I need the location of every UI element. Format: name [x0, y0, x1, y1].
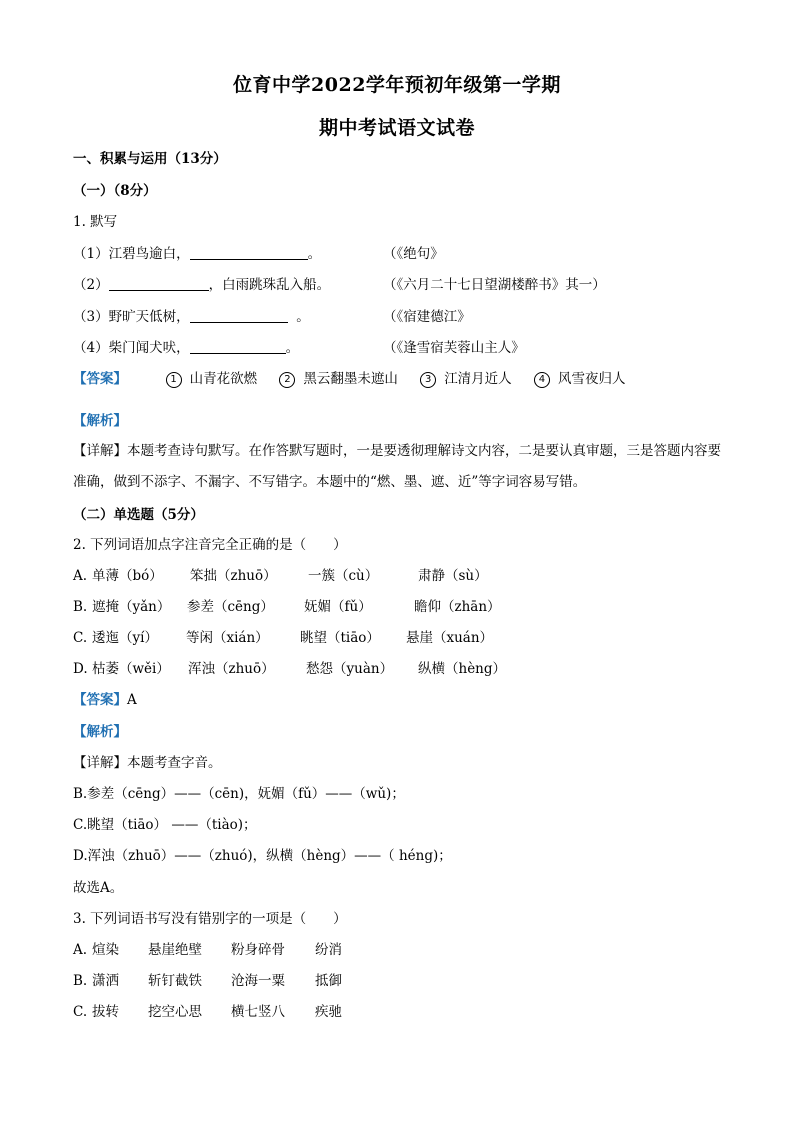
question-2-stem: 2. 下列词语加点字注音完全正确的是（ ）: [73, 537, 347, 553]
circled-number: 4: [534, 372, 550, 388]
q1-item-4: [73, 339, 299, 357]
q2-detail: [73, 754, 222, 772]
option-letter: B.: [73, 599, 88, 615]
option-word: 妩媚（fǔ）: [304, 599, 372, 615]
q1-item-2-source: （《六月二十七日望湖楼醉书》其一）: [383, 277, 606, 293]
q2-note-3: D.浑浊（zhuō）——（zhuó)，纵横（hèng）——（ héng)；: [73, 848, 452, 864]
q1-item-1: [73, 245, 321, 263]
q1-answer-1-text: 山青花欲燃: [189, 371, 258, 387]
answer-blank: [109, 276, 209, 291]
q2-answer: A: [127, 692, 137, 708]
q1-item-4-post: 。: [285, 340, 300, 356]
q2-answer-row: [73, 691, 137, 709]
option-word: 挖空心思: [148, 1004, 202, 1020]
option-word: 悬崖绝壁: [148, 942, 202, 958]
option-word: 眺望（tiāo）: [300, 630, 380, 646]
detail-tag: 【详解】: [73, 443, 127, 459]
option-word: 枯萎（wěi）: [92, 661, 170, 677]
part-heading-2: （二）单选题（5分）: [73, 507, 204, 523]
option-word: 逶迤（yí）: [92, 630, 158, 646]
question-1-label: 1. 默写: [73, 214, 118, 230]
q1-answer-2-text: 黑云翻墨未遮山: [303, 371, 398, 387]
circled-number: 2: [279, 372, 295, 388]
part-heading-1: （一）（8分）: [73, 183, 157, 199]
option-word: 一簇（cù）: [308, 568, 379, 584]
option-letter: C.: [73, 630, 88, 646]
q1-detail: [73, 436, 725, 498]
option-letter: D.: [73, 661, 88, 677]
question-3-stem: 3. 下列词语书写没有错别字的一项是（ ）: [73, 911, 347, 927]
q1-item-3-source: （《宿建德江》: [383, 309, 471, 325]
q1-item-1-post: 。: [307, 246, 322, 262]
q1-answer-row: [73, 370, 643, 388]
option-word: 参差（cēng）: [187, 599, 274, 615]
q1-answer-3-text: 江清月近人: [444, 371, 512, 387]
section-heading: 一、积累与运用（13分）: [73, 151, 227, 167]
q1-item-4-source: （《逢雪宿芙蓉山主人》: [383, 340, 525, 356]
option-word: 纵横（hèng）: [418, 661, 507, 677]
option-word: 沧海一粟: [231, 973, 285, 989]
option-word: 等闲（xián）: [186, 630, 269, 646]
analysis-tag: 【解析】: [73, 724, 127, 740]
q1-answer-4-text: 风雪夜归人: [557, 371, 626, 387]
analysis-tag: 【解析】: [73, 413, 127, 429]
option-word: 斩钉截铁: [148, 973, 202, 989]
option-letter: A.: [73, 942, 88, 958]
q1-answer-1: [166, 370, 258, 388]
option-letter: C.: [73, 1004, 88, 1020]
option-word: 单薄（bó）: [92, 568, 163, 584]
option-word: 愁怨（yuàn）: [306, 661, 394, 677]
option-letter: B.: [73, 973, 88, 989]
q1-item-3-pre: （3）野旷天低树，: [73, 309, 190, 325]
answer-tag: 【答案】: [73, 371, 127, 387]
q1-item-1-pre: （1）江碧鸟逾白，: [73, 246, 190, 262]
option-word: 潇洒: [92, 973, 119, 989]
q1-item-2-pre: （2）: [73, 277, 109, 293]
q1-item-1-source: （《绝句》: [383, 246, 444, 262]
option-word: 瞻仰（zhān）: [414, 599, 501, 615]
detail-tag: 【详解】: [73, 755, 127, 771]
q1-answer-3: [420, 370, 512, 388]
option-word: 纷消: [315, 942, 342, 958]
q2-conclusion: 故选A。: [73, 880, 124, 896]
answer-blank: [190, 339, 286, 354]
option-word: 浑浊（zhuō）: [188, 661, 275, 677]
answer-blank: [190, 245, 308, 260]
option-word: 肃静（sù）: [418, 568, 488, 584]
q1-answer-4: [534, 370, 626, 388]
circled-number: 1: [166, 372, 182, 388]
page-title: 位育中学2022学年预初年级第一学期: [233, 74, 561, 96]
option-word: 横七竖八: [231, 1004, 285, 1020]
page-subtitle: 期中考试语文试卷: [318, 117, 475, 139]
q2-detail-text: 本题考查字音。: [127, 755, 222, 771]
option-word: 煊染: [92, 942, 119, 958]
option-word: 粉身碎骨: [231, 942, 285, 958]
q1-item-2-post: ，白雨跳珠乱入船。: [208, 277, 331, 293]
q1-item-3-post: 。: [296, 309, 310, 325]
option-word: 笨拙（zhuō）: [190, 568, 277, 584]
q1-answer-2: [279, 370, 398, 388]
option-word: 悬崖（xuán）: [406, 630, 494, 646]
q2-note-2: C.眺望（tiāo） ——（tiào)；: [73, 817, 257, 833]
q1-detail-text: 本题考查诗句默写。在作答默写题时，一是要透彻理解诗文内容，二是要认真审题，三是答题内容要准确，做到不添字、不漏字、不写错字。本题中的“燃、墨、遮、近”等字词容易写错。: [73, 443, 721, 490]
option-word: 疾驰: [315, 1004, 342, 1020]
option-word: 拔转: [92, 1004, 119, 1020]
circled-number: 3: [420, 372, 436, 388]
option-letter: A.: [73, 568, 88, 584]
option-word: 遮掩（yǎn）: [92, 599, 171, 615]
answer-blank: [190, 308, 288, 323]
option-word: 抵御: [315, 973, 342, 989]
q1-item-3: [73, 308, 310, 326]
q2-note-1: B.参差（cēng）——（cēn)，妩媚（fǔ）——（wǔ)；: [73, 786, 405, 802]
answer-tag: 【答案】: [73, 692, 127, 708]
q1-item-2: [73, 276, 330, 294]
q1-item-4-pre: （4）柴门闻犬吠，: [73, 340, 190, 356]
